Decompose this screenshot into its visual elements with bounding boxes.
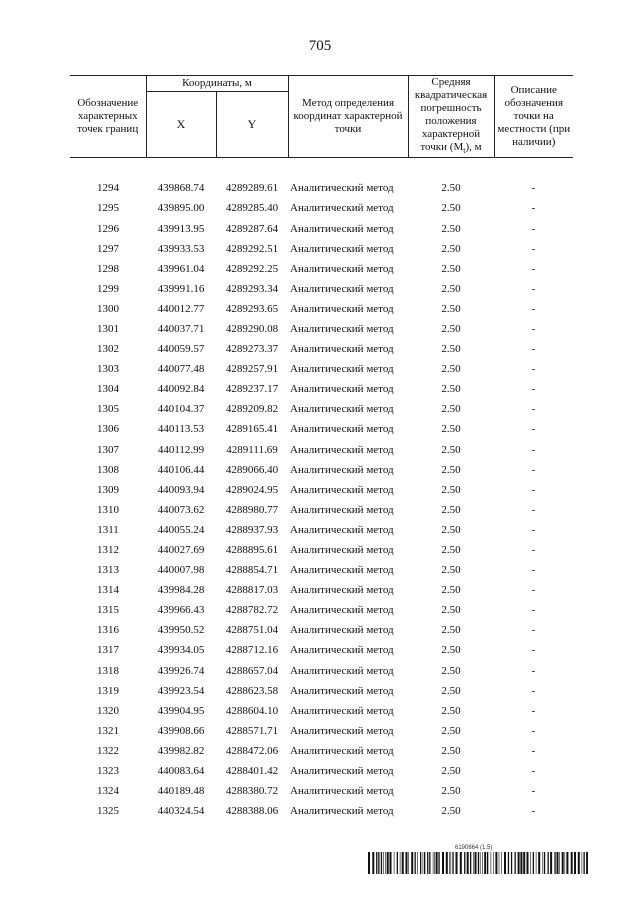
coordinates-table	[70, 75, 573, 821]
table-row	[70, 359, 573, 379]
accuracy-cell: 2.50	[441, 805, 461, 818]
method-cell: Аналитический метод	[290, 302, 394, 315]
accuracy-cell: 2.50	[441, 483, 461, 496]
x-coordinate-cell: 440104.37	[157, 403, 205, 416]
accuracy-cell: 2.50	[441, 523, 461, 536]
y-coordinate-cell: 4288623.58	[225, 684, 279, 697]
description-cell: -	[531, 704, 536, 717]
point-number-cell: 1296	[97, 222, 119, 235]
accuracy-cell: 2.50	[441, 704, 461, 717]
method-cell: Аналитический метод	[290, 322, 394, 335]
table-row	[70, 661, 573, 681]
point-number-cell: 1294	[97, 182, 119, 195]
table-row	[70, 480, 573, 500]
method-cell: Аналитический метод	[290, 403, 394, 416]
description-cell: -	[531, 242, 536, 255]
method-cell: Аналитический метод	[290, 443, 394, 456]
description-cell: -	[531, 222, 536, 235]
point-number-cell: 1321	[97, 724, 119, 737]
description-cell: -	[531, 724, 536, 737]
method-cell: Аналитический метод	[290, 463, 394, 476]
x-coordinate-cell: 440077.48	[157, 363, 205, 376]
point-number-cell: 1299	[97, 282, 119, 295]
point-number-cell: 1322	[97, 744, 119, 757]
method-cell: Аналитический метод	[290, 684, 394, 697]
x-coordinate-cell: 440059.57	[157, 343, 205, 356]
accuracy-cell: 2.50	[441, 604, 461, 617]
method-cell: Аналитический метод	[290, 704, 394, 717]
accuracy-cell: 2.50	[441, 624, 461, 637]
table-row	[70, 701, 573, 721]
x-coordinate-cell: 439908.66	[157, 724, 205, 737]
accuracy-cell: 2.50	[441, 423, 461, 436]
method-cell: Аналитический метод	[290, 805, 394, 818]
header-method: Метод определения координат характерной точки	[288, 76, 408, 158]
y-coordinate-cell: 4288712.16	[225, 644, 279, 657]
description-cell: -	[531, 443, 536, 456]
table-row	[70, 379, 573, 399]
point-number-cell: 1323	[97, 765, 119, 778]
table-row	[70, 399, 573, 419]
description-cell: -	[531, 403, 536, 416]
y-coordinate-cell: 4289237.17	[225, 383, 279, 396]
y-coordinate-cell: 4289024.95	[225, 483, 279, 496]
x-coordinate-cell: 440007.98	[157, 564, 205, 577]
barcode-image	[368, 852, 588, 874]
x-coordinate-cell: 440093.94	[157, 483, 205, 496]
page-number: 705	[308, 38, 332, 54]
accuracy-cell: 2.50	[441, 724, 461, 737]
y-coordinate-cell: 4289292.25	[225, 262, 279, 275]
description-cell: -	[531, 624, 536, 637]
x-coordinate-cell: 439961.04	[157, 262, 205, 275]
header-x: X	[146, 91, 216, 157]
accuracy-cell: 2.50	[441, 302, 461, 315]
description-cell: -	[531, 322, 536, 335]
method-cell: Аналитический метод	[290, 363, 394, 376]
y-coordinate-cell: 4289292.51	[225, 242, 279, 255]
point-number-cell: 1304	[97, 383, 119, 396]
x-coordinate-cell: 440106.44	[157, 463, 205, 476]
method-cell: Аналитический метод	[290, 644, 394, 657]
table-row	[70, 540, 573, 560]
point-number-cell: 1308	[97, 463, 119, 476]
method-cell: Аналитический метод	[290, 765, 394, 778]
x-coordinate-cell: 439982.82	[157, 744, 205, 757]
y-coordinate-cell: 4289289.61	[225, 182, 279, 195]
accuracy-cell: 2.50	[441, 744, 461, 757]
description-cell: -	[531, 483, 536, 496]
description-cell: -	[531, 383, 536, 396]
method-cell: Аналитический метод	[290, 222, 394, 235]
x-coordinate-cell: 439966.43	[157, 604, 205, 617]
table-body	[70, 158, 573, 822]
description-cell: -	[531, 262, 536, 275]
method-cell: Аналитический метод	[290, 744, 394, 757]
table-row	[70, 761, 573, 781]
description-cell: -	[531, 463, 536, 476]
method-cell: Аналитический метод	[290, 604, 394, 617]
y-coordinate-cell: 4289257.91	[225, 363, 279, 376]
description-cell: -	[531, 584, 536, 597]
method-cell: Аналитический метод	[290, 423, 394, 436]
x-coordinate-cell: 439984.28	[157, 584, 205, 597]
x-coordinate-cell: 439991.16	[157, 282, 205, 295]
method-cell: Аналитический метод	[290, 262, 394, 275]
point-number-cell: 1309	[97, 483, 119, 496]
y-coordinate-cell: 4289293.65	[225, 302, 279, 315]
accuracy-cell: 2.50	[441, 463, 461, 476]
y-coordinate-cell: 4288604.10	[225, 704, 279, 717]
table-header	[70, 76, 573, 158]
method-cell: Аналитический метод	[290, 724, 394, 737]
accuracy-cell: 2.50	[441, 443, 461, 456]
table-row	[70, 560, 573, 580]
table-row	[70, 721, 573, 741]
method-cell: Аналитический метод	[290, 544, 394, 557]
table-row	[70, 500, 573, 520]
table-row	[70, 419, 573, 439]
y-coordinate-cell: 4288895.61	[225, 544, 279, 557]
y-coordinate-cell: 4288751.04	[225, 624, 279, 637]
description-cell: -	[531, 664, 536, 677]
table-row	[70, 279, 573, 299]
description-cell: -	[531, 182, 536, 195]
accuracy-cell: 2.50	[441, 664, 461, 677]
description-cell: -	[531, 805, 536, 818]
accuracy-cell: 2.50	[441, 242, 461, 255]
point-number-cell: 1298	[97, 262, 119, 275]
table-row	[70, 440, 573, 460]
method-cell: Аналитический метод	[290, 785, 394, 798]
method-cell: Аналитический метод	[290, 483, 394, 496]
y-coordinate-cell: 4289273.37	[225, 343, 279, 356]
table-row	[70, 640, 573, 660]
accuracy-cell: 2.50	[441, 282, 461, 295]
y-coordinate-cell: 4288782.72	[225, 604, 279, 617]
y-coordinate-cell: 4288817.03	[225, 584, 279, 597]
description-cell: -	[531, 302, 536, 315]
table-row	[70, 198, 573, 218]
point-number-cell: 1313	[97, 564, 119, 577]
table-row	[70, 741, 573, 761]
point-number-cell: 1319	[97, 684, 119, 697]
x-coordinate-cell: 439904.95	[157, 704, 205, 717]
method-cell: Аналитический метод	[290, 182, 394, 195]
table-row	[70, 239, 573, 259]
point-number-cell: 1316	[97, 624, 119, 637]
y-coordinate-cell: 4289287.64	[225, 222, 279, 235]
y-coordinate-cell: 4289290.08	[225, 322, 279, 335]
x-coordinate-cell: 439868.74	[157, 182, 205, 195]
y-coordinate-cell: 4288657.04	[225, 664, 279, 677]
method-cell: Аналитический метод	[290, 343, 394, 356]
accuracy-cell: 2.50	[441, 785, 461, 798]
table-row	[70, 218, 573, 238]
table-row	[70, 681, 573, 701]
accuracy-cell: 2.50	[441, 503, 461, 516]
description-cell: -	[531, 644, 536, 657]
accuracy-cell: 2.50	[441, 202, 461, 215]
y-coordinate-cell: 4288380.72	[225, 785, 279, 798]
point-number-cell: 1318	[97, 664, 119, 677]
y-coordinate-cell: 4289111.69	[226, 443, 278, 456]
description-cell: -	[531, 343, 536, 356]
accuracy-cell: 2.50	[441, 363, 461, 376]
method-cell: Аналитический метод	[290, 503, 394, 516]
y-coordinate-cell: 4289285.40	[225, 202, 279, 215]
method-cell: Аналитический метод	[290, 584, 394, 597]
y-coordinate-cell: 4289293.34	[225, 282, 279, 295]
y-coordinate-cell: 4289066.40	[225, 463, 279, 476]
table-row	[70, 620, 573, 640]
method-cell: Аналитический метод	[290, 282, 394, 295]
method-cell: Аналитический метод	[290, 523, 394, 536]
x-coordinate-cell: 439923.54	[157, 684, 205, 697]
y-coordinate-cell: 4288388.06	[225, 805, 279, 818]
y-coordinate-cell: 4288401.42	[225, 765, 279, 778]
method-cell: Аналитический метод	[290, 202, 394, 215]
y-coordinate-cell: 4288472.06	[225, 744, 279, 757]
point-number-cell: 1325	[97, 805, 119, 818]
description-cell: -	[531, 363, 536, 376]
point-number-cell: 1303	[97, 363, 119, 376]
x-coordinate-cell: 440112.99	[157, 443, 205, 456]
x-coordinate-cell: 440113.53	[157, 423, 205, 436]
description-cell: -	[531, 785, 536, 798]
description-cell: -	[531, 684, 536, 697]
x-coordinate-cell: 439926.74	[157, 664, 205, 677]
accuracy-cell: 2.50	[441, 222, 461, 235]
point-number-cell: 1300	[97, 302, 119, 315]
header-description: Описание обозначения точки на местности (при наличии)	[494, 76, 573, 158]
y-coordinate-cell: 4289165.41	[225, 423, 279, 436]
x-coordinate-cell: 440012.77	[157, 302, 205, 315]
description-cell: -	[531, 423, 536, 436]
point-number-cell: 1324	[97, 785, 119, 798]
point-number-cell: 1311	[97, 523, 119, 536]
accuracy-cell: 2.50	[441, 343, 461, 356]
method-cell: Аналитический метод	[290, 624, 394, 637]
y-coordinate-cell: 4288980.77	[225, 503, 279, 516]
method-cell: Аналитический метод	[290, 242, 394, 255]
point-number-cell: 1320	[97, 704, 119, 717]
description-cell: -	[531, 544, 536, 557]
y-coordinate-cell: 4289209.82	[225, 403, 279, 416]
accuracy-cell: 2.50	[441, 584, 461, 597]
table-row	[70, 299, 573, 319]
table-row	[70, 781, 573, 801]
point-number-cell: 1306	[97, 423, 119, 436]
y-coordinate-cell: 4288571.71	[225, 724, 279, 737]
x-coordinate-cell: 440055.24	[157, 523, 205, 536]
table-row	[70, 178, 573, 198]
x-coordinate-cell: 440189.48	[157, 785, 205, 798]
x-coordinate-cell: 439913.95	[157, 222, 205, 235]
accuracy-cell: 2.50	[441, 403, 461, 416]
header-y: Y	[216, 91, 288, 157]
barcode-caption: 6190864 (1.5)	[455, 845, 493, 851]
point-number-cell: 1310	[97, 503, 119, 516]
header-accuracy: Средняя квадратическая погрешность положения характерной точки $(M_t)$, м	[408, 76, 494, 158]
method-cell: Аналитический метод	[290, 564, 394, 577]
table-row	[70, 339, 573, 359]
table-row	[70, 460, 573, 480]
point-number-cell: 1312	[97, 544, 119, 557]
accuracy-cell: 2.50	[441, 544, 461, 557]
point-number-cell: 1305	[97, 403, 119, 416]
method-cell: Аналитический метод	[290, 383, 394, 396]
accuracy-cell: 2.50	[441, 644, 461, 657]
point-number-cell: 1301	[97, 322, 119, 335]
description-cell: -	[531, 282, 536, 295]
point-number-cell: 1315	[97, 604, 119, 617]
accuracy-cell: 2.50	[441, 765, 461, 778]
y-coordinate-cell: 4288854.71	[225, 564, 279, 577]
table-row	[70, 259, 573, 279]
accuracy-cell: 2.50	[441, 322, 461, 335]
x-coordinate-cell: 439934.05	[157, 644, 205, 657]
table-row	[70, 319, 573, 339]
accuracy-cell: 2.50	[441, 564, 461, 577]
table-row	[70, 801, 573, 821]
x-coordinate-cell: 440027.69	[157, 544, 205, 557]
accuracy-cell: 2.50	[441, 262, 461, 275]
accuracy-cell: 2.50	[441, 684, 461, 697]
point-number-cell: 1297	[97, 242, 119, 255]
x-coordinate-cell: 440324.54	[157, 805, 205, 818]
point-number-cell: 1317	[97, 644, 119, 657]
point-number-cell: 1302	[97, 343, 119, 356]
method-cell: Аналитический метод	[290, 664, 394, 677]
point-number-cell: 1295	[97, 202, 119, 215]
x-coordinate-cell: 439895.00	[157, 202, 205, 215]
table-row	[70, 580, 573, 600]
description-cell: -	[531, 564, 536, 577]
accuracy-cell: 2.50	[441, 383, 461, 396]
description-cell: -	[531, 604, 536, 617]
y-coordinate-cell: 4288937.93	[225, 523, 279, 536]
table-row	[70, 520, 573, 540]
point-number-cell: 1314	[97, 584, 119, 597]
x-coordinate-cell: 440037.71	[157, 322, 205, 335]
description-cell: -	[531, 744, 536, 757]
x-coordinate-cell: 440092.84	[157, 383, 205, 396]
x-coordinate-cell: 440083.64	[157, 765, 205, 778]
description-cell: -	[531, 503, 536, 516]
accuracy-cell: 2.50	[441, 182, 461, 195]
header-coordinates-group: Координаты, м	[146, 76, 288, 92]
description-cell: -	[531, 765, 536, 778]
x-coordinate-cell: 439950.52	[157, 624, 205, 637]
description-cell: -	[531, 523, 536, 536]
point-number-cell: 1307	[97, 443, 119, 456]
description-cell: -	[531, 202, 536, 215]
x-coordinate-cell: 440073.62	[157, 503, 205, 516]
table-row	[70, 600, 573, 620]
header-designation: Обозначение характерных точек границ	[70, 76, 146, 158]
x-coordinate-cell: 439933.53	[157, 242, 205, 255]
